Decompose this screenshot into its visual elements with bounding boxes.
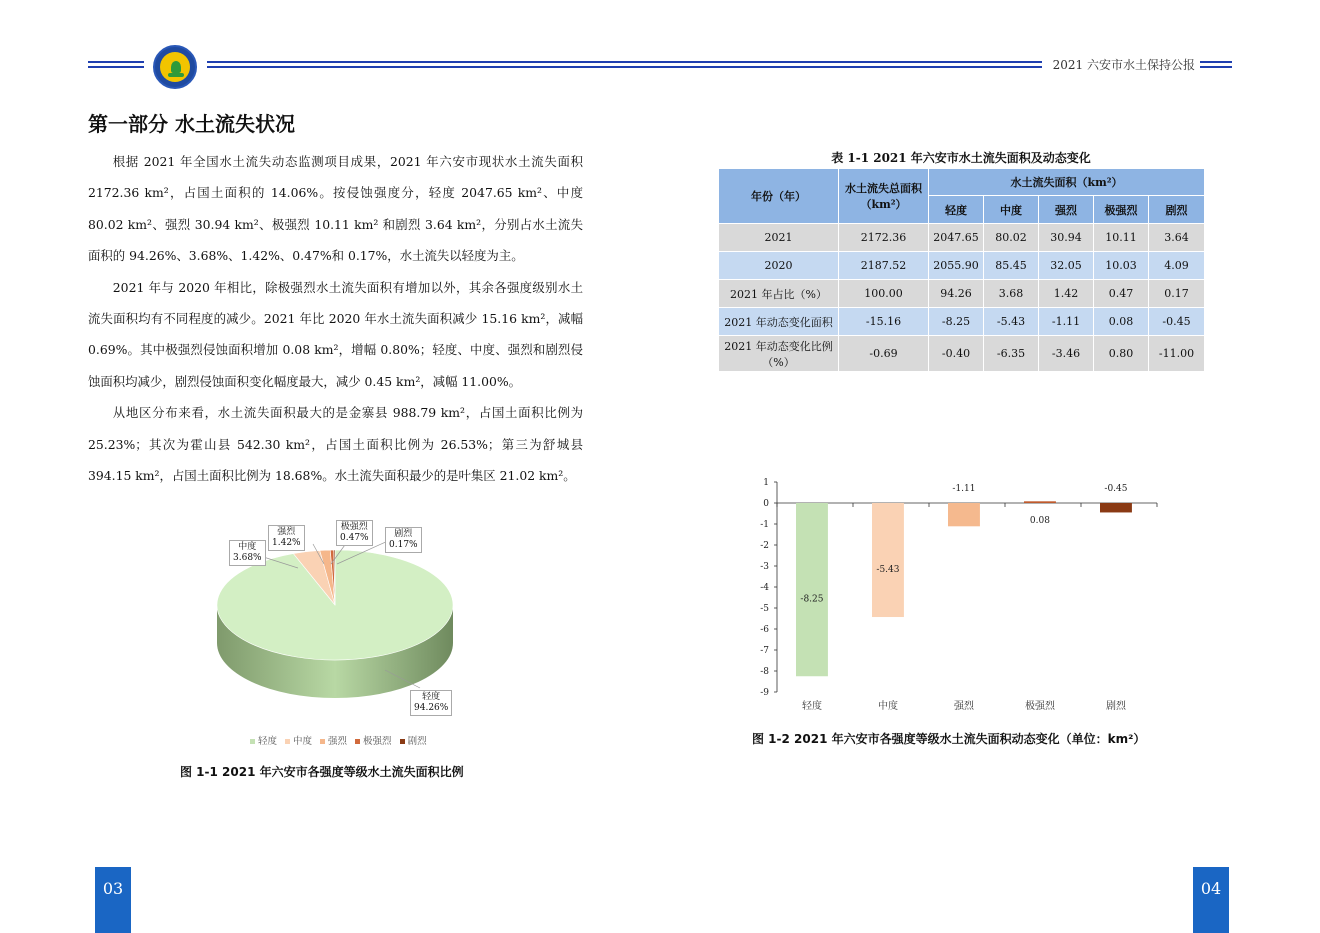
cell: -0.69	[839, 336, 929, 372]
x-category-label: 剧烈	[1105, 701, 1126, 712]
cell: 0.80	[1094, 336, 1149, 372]
header-group: 水土流失面积（km²）	[929, 169, 1205, 196]
section-title: 第一部分 水土流失状况	[88, 112, 295, 136]
cell: 80.02	[984, 224, 1039, 252]
data-table	[718, 168, 1205, 372]
bar-value-label: -1.11	[952, 484, 976, 494]
bureau-logo	[153, 45, 197, 89]
header-col: 轻度	[929, 196, 984, 224]
bar-极强烈	[1024, 501, 1056, 503]
y-tick-label: -2	[760, 541, 769, 551]
figure-1-caption: 图 1-1 2021 年六安市各强度等级水土流失面积比例	[180, 765, 464, 779]
cell: 10.11	[1094, 224, 1149, 252]
legend-swatch	[355, 739, 360, 744]
cell: 10.03	[1094, 252, 1149, 280]
legend-item: 中度	[285, 733, 312, 747]
cell: -6.35	[984, 336, 1039, 372]
x-category-label: 轻度	[801, 701, 822, 712]
table-row	[719, 280, 1205, 308]
y-tick-label: 0	[763, 499, 769, 509]
y-tick-label: -8	[760, 667, 769, 677]
header-col: 中度	[984, 196, 1039, 224]
cell: 2187.52	[839, 252, 929, 280]
row-label: 2021 年动态变化面积	[719, 308, 839, 336]
y-tick-label: 1	[763, 478, 769, 488]
x-category-label: 强烈	[953, 701, 974, 712]
row-label: 2020	[719, 252, 839, 280]
paragraph-2: 2021 年与 2020 年相比，除极强烈水土流失面积有增加以外，其余各强度级别水土流失面积均有不同程度的减少。2021 年比 2020 年水土流失面积减少 15.16 km²，减幅 0.69%。其中极强烈侵蚀面积增加 0.08 km²，增幅 0.80%；轻度、中度、强烈和剧烈侵蚀面积均减少，剧烈侵蚀面积变化幅度最大，减少 0.45 km²，减幅 11.00%。	[88, 279, 583, 389]
cell: -0.45	[1149, 308, 1205, 336]
bar-剧烈	[1100, 503, 1132, 512]
cell: 94.26	[929, 280, 984, 308]
cell: -5.43	[984, 308, 1039, 336]
body-text	[88, 146, 583, 491]
y-tick-label: -6	[760, 625, 769, 635]
header-rule-main-2	[207, 66, 1042, 68]
header-year: 年份（年）	[719, 169, 839, 224]
cell: 1.42	[1039, 280, 1094, 308]
paragraph-1: 根据 2021 年全国水土流失动态监测项目成果，2021 年六安市现状水土流失面积 2172.36 km²，占国土面积的 14.06%。按侵蚀强度分，轻度 2047.65 km²、中度 80.02 km²、强烈 30.94 km²、极强烈 10.11 km² 和剧烈 3.64 km²，分别占水土流失面积的 94.26%、3.68%、1.42%、0.47%和 0.17%，水土流失以轻度为主。	[88, 154, 583, 264]
table-row	[719, 336, 1205, 372]
cell: 100.00	[839, 280, 929, 308]
cell: 0.17	[1149, 280, 1205, 308]
y-tick-label: -5	[760, 604, 769, 614]
figure-2-caption: 图 1-2 2021 年六安市各强度等级水土流失面积动态变化（单位：km²）	[752, 732, 1146, 746]
pie-label-剧烈: 剧烈 0.17%	[385, 527, 422, 553]
header-rule-main	[207, 61, 1042, 63]
y-tick-label: -1	[760, 520, 769, 530]
cell: -3.46	[1039, 336, 1094, 372]
table-row	[719, 252, 1205, 280]
page-number-left: 03	[95, 867, 131, 933]
header-col: 极强烈	[1094, 196, 1149, 224]
page-number-right: 04	[1193, 867, 1229, 933]
bar-value-label: 0.08	[1029, 516, 1050, 526]
table-row	[719, 224, 1205, 252]
bar-value-label: -8.25	[800, 594, 824, 605]
legend-item: 轻度	[250, 733, 277, 747]
y-tick-label: -4	[760, 583, 769, 593]
header-col: 剧烈	[1149, 196, 1205, 224]
header-rule-left	[88, 61, 144, 63]
cell: 2055.90	[929, 252, 984, 280]
y-tick-label: -9	[760, 688, 769, 698]
legend-swatch	[320, 739, 325, 744]
table-row	[719, 308, 1205, 336]
legend-swatch	[250, 739, 255, 744]
y-tick-label: -3	[760, 562, 769, 572]
pie-label-中度: 中度 3.68%	[229, 540, 266, 566]
bar-中度	[872, 503, 904, 617]
cell: 0.47	[1094, 280, 1149, 308]
cell: -1.11	[1039, 308, 1094, 336]
legend-swatch	[400, 739, 405, 744]
y-tick-label: -7	[760, 646, 769, 656]
pie-label-轻度: 轻度 94.26%	[410, 690, 452, 716]
pie-label-强烈: 强烈 1.42%	[268, 525, 305, 551]
legend-item: 极强烈	[355, 733, 392, 747]
cell: 3.68	[984, 280, 1039, 308]
pie-legend	[250, 733, 427, 747]
bar-value-label: -0.45	[1104, 484, 1128, 494]
bar-chart	[740, 470, 1180, 720]
cell: 3.64	[1149, 224, 1205, 252]
cell: 32.05	[1039, 252, 1094, 280]
row-label: 2021	[719, 224, 839, 252]
x-category-label: 中度	[877, 701, 898, 712]
bar-轻度	[796, 503, 828, 676]
header-title: 2021 六安市水土保持公报	[1052, 58, 1195, 72]
cell: 2047.65	[929, 224, 984, 252]
cell: -11.00	[1149, 336, 1205, 372]
header-rule-left-2	[88, 66, 144, 68]
legend-item: 强烈	[320, 733, 347, 747]
table-caption: 表 1-1 2021 年六安市水土流失面积及动态变化	[831, 151, 1091, 165]
cell: 85.45	[984, 252, 1039, 280]
header-total: 水土流失总面积（km²）	[839, 169, 929, 224]
cell: 30.94	[1039, 224, 1094, 252]
header-rule-right-2	[1200, 66, 1232, 68]
legend-item: 剧烈	[400, 733, 427, 747]
cell: -8.25	[929, 308, 984, 336]
pie-label-极强烈: 极强烈 0.47%	[336, 520, 373, 546]
cell: 2172.36	[839, 224, 929, 252]
cell: -15.16	[839, 308, 929, 336]
cell: 0.08	[1094, 308, 1149, 336]
cell: -0.40	[929, 336, 984, 372]
bar-强烈	[948, 503, 980, 526]
row-label: 2021 年动态变化比例（%）	[719, 336, 839, 372]
header-rule-right	[1200, 61, 1232, 63]
paragraph-3: 从地区分布来看，水土流失面积最大的是金寨县 988.79 km²，占国土面积比例为 25.23%；其次为霍山县 542.30 km²，占国土面积比例为 26.53%；第三为舒城县 394.15 km²，占国土面积比例为 18.68%。水土流失面积最少的是叶集区 21.02 km²。	[88, 405, 583, 484]
legend-swatch	[285, 739, 290, 744]
cell: 4.09	[1149, 252, 1205, 280]
header-col: 强烈	[1039, 196, 1094, 224]
row-label: 2021 年占比（%）	[719, 280, 839, 308]
bar-value-label: -5.43	[876, 565, 900, 576]
x-category-label: 极强烈	[1024, 701, 1055, 712]
